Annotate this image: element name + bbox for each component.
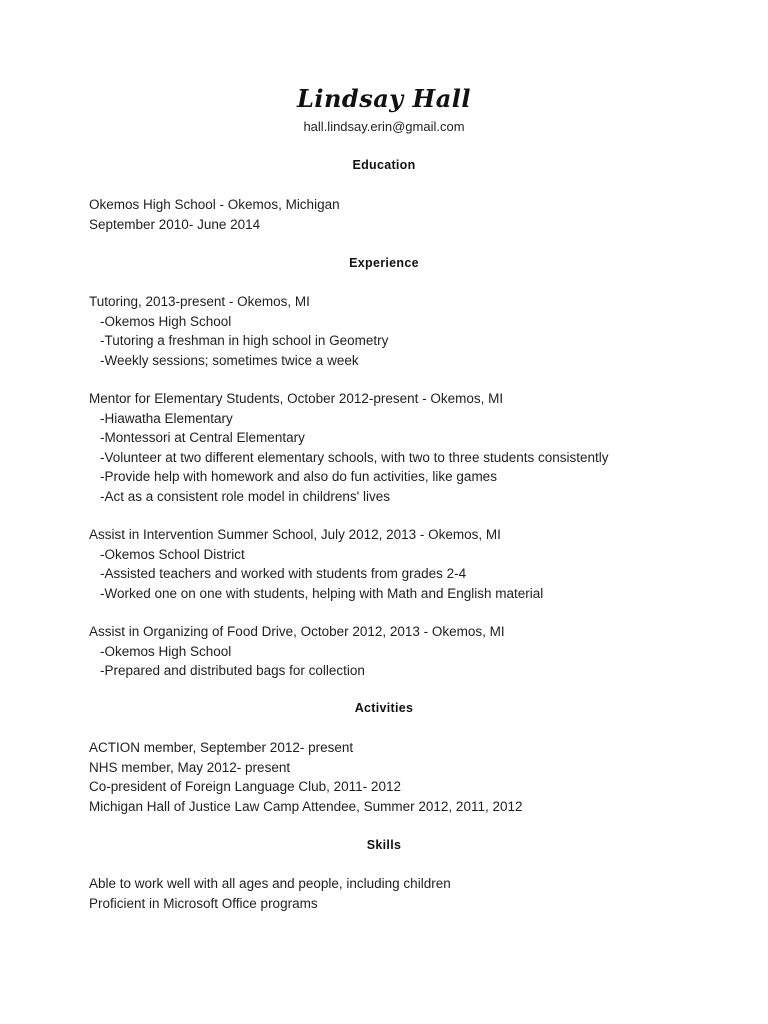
experience-entry-food-drive [89,622,505,681]
experience-title: Assist in Intervention Summer School, July 2012, 2013 - Okemos, MI [89,527,501,542]
experience-detail: -Okemos School District [100,546,245,562]
experience-detail: -Assisted teachers and worked with students from grades 2-4 [100,566,467,581]
experience-detail: -Volunteer at two different elementary schools, with two to three students consistently [100,449,609,465]
experience-detail: -Okemos High School [100,643,232,659]
experience-title: Assist in Organizing of Food Drive, October 2012, 2013 - Okemos, MI [89,624,505,639]
education-dates: September 2010- June 2014 [89,216,261,232]
experience-heading: Experience [349,256,419,270]
education-heading: Education [352,158,416,172]
experience-detail: -Montessori at Central Elementary [100,430,305,445]
activity-item: ACTION member, September 2012- present [89,740,354,755]
activity-item: NHS member, May 2012- present [89,759,291,775]
skill-item: Able to work well with all ages and people, including children [89,876,451,891]
experience-detail: -Okemos High School [100,313,232,329]
experience-detail: -Tutoring a freshman in high school in Geometry [100,333,389,348]
experience-detail: -Worked one on one with students, helping with Math and English material [100,585,544,601]
skills-heading: Skills [366,838,402,852]
experience-detail: -Provide help with homework and also do fun activities, like games [100,469,497,484]
email-address[interactable]: hall.lindsay.erin@gmail.com [303,119,465,134]
experience-entry-mentor [89,389,609,506]
experience-title: Tutoring, 2013-present - Okemos, MI [89,294,310,309]
experience-title: Mentor for Elementary Students, October 2012-present - Okemos, MI [89,391,504,406]
skills-block [89,874,451,913]
activities-heading: Activities [354,701,414,715]
experience-entry-tutoring [89,292,388,370]
resume-name: Lindsay Hall [296,84,472,113]
education-block [89,195,340,234]
experience-entry-summer-school [89,525,543,603]
activity-item: Co-president of Foreign Language Club, 2011- 2012 [89,779,401,794]
experience-detail: -Prepared and distributed bags for collection [100,663,365,678]
experience-detail: -Weekly sessions; sometimes twice a week [100,352,359,368]
activities-block [89,738,523,816]
experience-detail: -Hiawatha Elementary [100,410,233,426]
education-school: Okemos High School - Okemos, Michigan [89,197,340,212]
skill-item: Proficient in Microsoft Office programs [89,895,318,911]
experience-detail: -Act as a consistent role model in childrens' lives [100,488,390,504]
activity-item: Michigan Hall of Justice Law Camp Attendee, Summer 2012, 2011, 2012 [89,798,523,814]
